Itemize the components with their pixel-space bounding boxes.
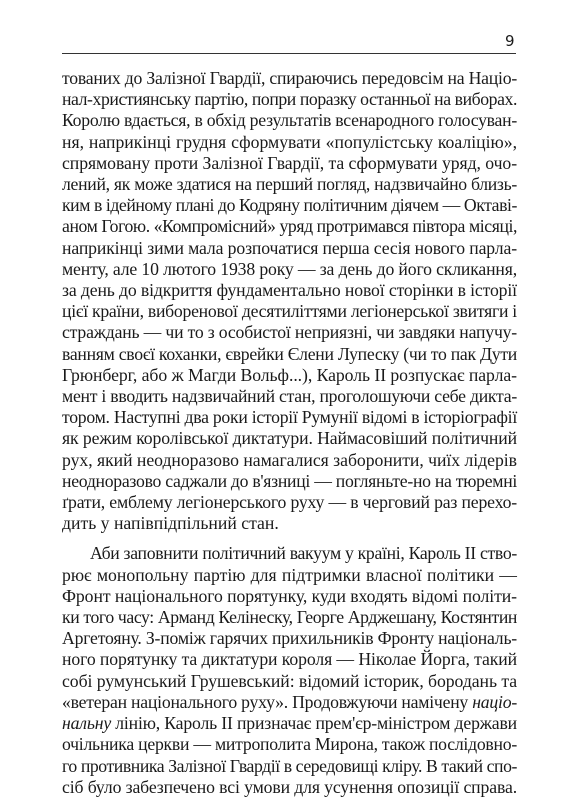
text-line: дить у напівпідпільний стан. [62, 513, 279, 534]
text-line: ґрати, емблему легіонерського руху — в черговий раз перехо- [62, 492, 517, 513]
text-line: ного порятунку та диктатури короля — Ніколае Йорга, такий [62, 649, 518, 670]
page-number: 9 [504, 32, 515, 50]
text-line: сіб було забезпечено всі умови для усунення опозиції справа. [62, 776, 518, 797]
text-line: рює монопольну партію для підтримки власної політики — [62, 564, 517, 585]
text-line: як режим королівської диктатури. Наймасовіший політичний [62, 428, 517, 449]
text-line: Фронт національного порятунку, куди входять відомі політи- [62, 585, 518, 606]
text-line: го противника Залізної Гвардії в середовищі кліру. В такий спо- [62, 755, 518, 776]
text-line: аном Гогою. «Компромісний» уряд протримався півтора місяці, [62, 216, 518, 237]
text-line: страждань — чи то з особистої неприязні, чи завдяки напучу- [62, 322, 518, 343]
text-line: Аби заповнити політичний вакуум у країні, Кароль II ство- [90, 543, 517, 564]
text-line: лений, як може здатися на перший погляд, надзвичайно близь- [62, 174, 518, 195]
text-run: лінію, Кароль II призначає прем'єр-міністром держави [111, 713, 517, 734]
text-line [62, 713, 517, 734]
text-line: собі румунський Грушевський: відомий історик, бородань та [62, 670, 517, 691]
paragraph-2 [62, 543, 517, 797]
text-run: «ветеран національного руху». Продовжуючи намічену [62, 691, 473, 712]
text-line: ня, наприкінці грудня сформувати «популістську коаліцію», [62, 131, 517, 152]
text-line: тором. Наступні два роки історії Румунії відомі в історіографії [62, 407, 517, 428]
text-line: Грюнберг, або ж Магди Вольф...), Кароль II розпускає парла- [62, 364, 517, 385]
text-line: рух, який неодноразово намагалися заборонити, чиїх лідерів [62, 449, 517, 470]
text-line: цієї країни, виборенової десятиліттями легіонерської звитяги і [62, 301, 517, 322]
text-line: наприкінці зими мала розпочатися перша сесія нового парла- [62, 237, 517, 258]
italic-text: нальну [62, 713, 112, 734]
text-line: очільника церкви — митрополита Мирона, також послідовно- [62, 734, 517, 755]
body-text [62, 68, 517, 798]
text-line: спрямовану проти Залізної Гвардії, та сформувати уряд, очо- [62, 152, 518, 173]
text-line: за день до відкриття фундаментально нової сторінки в історії [62, 280, 517, 301]
text-line: Королю вдається, в обхід результатів всенародного голосуван- [62, 110, 518, 131]
header-rule [62, 53, 516, 54]
text-line [62, 692, 517, 713]
text-line: Аргетояну. З-поміж гарячих прихильників Фронту національ- [62, 628, 518, 649]
text-line: нал-християнську партію, попри поразку останньої на виборах. [62, 89, 517, 110]
text-line: менту, але 10 лютого 1938 року — за день до його скликання, [62, 258, 518, 279]
text-line: ким в ідейному плані до Кодряну політичним діячем — Октаві- [62, 195, 517, 216]
text-line: ванням своєї коханки, єврейки Єлени Лупеску (чи то пак Дути [62, 343, 517, 364]
paragraph-gap [62, 534, 517, 543]
text-line: мент і вводить надзвичайний стан, проголошуючи себе дикта- [62, 386, 517, 407]
text-line: неодноразово саджали до в'язниці — погляньте-но на тюремні [62, 470, 518, 491]
italic-text: націо- [472, 691, 517, 712]
text-line: ки того часу: Арманд Келінеску, Георге Арджешану, Костянтин [62, 607, 518, 628]
text-line: тованих до Залізної Гвардії, спираючись передовсім на Націо- [62, 68, 517, 88]
paragraph-1 [62, 68, 517, 534]
